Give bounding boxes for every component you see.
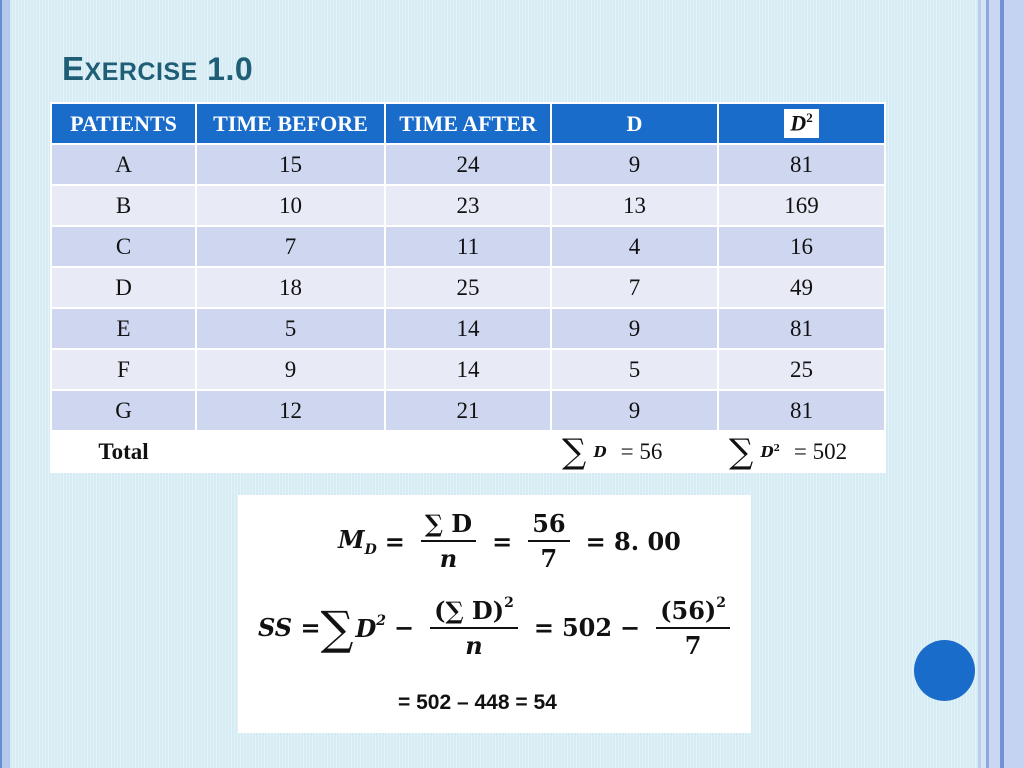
col-header-patients: PATIENTS (52, 104, 195, 143)
cell-d-squared: 16 (719, 227, 884, 266)
cell-d: 13 (552, 186, 717, 225)
total-empty-cell (197, 432, 384, 471)
sum-d-symbol: ∑ $^D$ (556, 435, 613, 469)
cell-d: 7 (552, 268, 717, 307)
table-row (52, 227, 884, 266)
table-row (52, 309, 884, 348)
cell-time-before: 7 (197, 227, 384, 266)
col-header-d: D (552, 104, 717, 143)
cell-d: 5 (552, 350, 717, 389)
sum-d-squared-cell (719, 432, 884, 471)
cell-time-before: 18 (197, 268, 384, 307)
mean-difference-formula: $M_D$ = $\frac{\sum D}{n}$ = $\frac{56}{7}$ = 8. 00 (338, 509, 681, 573)
sum-d-squared-value: = 502 (793, 438, 848, 464)
cell-time-before: 15 (197, 145, 384, 184)
table-row (52, 350, 884, 389)
table-header-row (52, 104, 884, 143)
table-row (52, 391, 884, 430)
cell-patient: D (52, 268, 195, 307)
cell-time-after: 14 (386, 350, 550, 389)
cell-time-after: 21 (386, 391, 550, 430)
left-border (0, 0, 10, 768)
sum-d-value: = 56 (620, 438, 663, 464)
sum-d-cell (552, 432, 717, 471)
formula-image (238, 495, 751, 733)
cell-d-squared: 49 (719, 268, 884, 307)
cell-time-after: 14 (386, 309, 550, 348)
decorative-circle (914, 640, 975, 701)
cell-time-before: 9 (197, 350, 384, 389)
cell-time-after: 24 (386, 145, 550, 184)
cell-d: 9 (552, 391, 717, 430)
cell-d-squared: 169 (719, 186, 884, 225)
cell-d-squared: 25 (719, 350, 884, 389)
cell-patient: B (52, 186, 195, 225)
table-row (52, 268, 884, 307)
cell-patient: A (52, 145, 195, 184)
cell-patient: G (52, 391, 195, 430)
sum-d-squared-symbol: ∑ $^{D^2}$ (723, 435, 786, 469)
cell-time-after: 11 (386, 227, 550, 266)
sum-of-squares-formula: SS = ∑ $D^2$ − $\frac{(\sum D)^2}{n}$ = 502 − $\frac{(56)^2}{7}$ (258, 595, 738, 660)
cell-d: 9 (552, 309, 717, 348)
cell-d: 9 (552, 145, 717, 184)
cell-time-after: 25 (386, 268, 550, 307)
cell-d: 4 (552, 227, 717, 266)
col-header-time-after: TIME AFTER (386, 104, 550, 143)
cell-time-after: 23 (386, 186, 550, 225)
total-label: Total (52, 432, 195, 471)
cell-d-squared: 81 (719, 391, 884, 430)
table-row (52, 145, 884, 184)
table-total-row (52, 432, 884, 471)
cell-time-before: 5 (197, 309, 384, 348)
right-border (978, 0, 1024, 768)
cell-d-squared: 81 (719, 145, 884, 184)
total-empty-cell (386, 432, 550, 471)
slide-title: EXERCISE 1.0 (62, 50, 254, 87)
cell-d-squared: 81 (719, 309, 884, 348)
cell-time-before: 12 (197, 391, 384, 430)
cell-patient: C (52, 227, 195, 266)
cell-patient: E (52, 309, 195, 348)
data-table (50, 102, 886, 473)
col-header-time-before: TIME BEFORE (197, 104, 384, 143)
cell-patient: F (52, 350, 195, 389)
sum-of-squares-result: = 502 – 448 = 54 (398, 691, 557, 714)
col-header-d-squared (719, 104, 884, 143)
table-row (52, 186, 884, 225)
d-squared-label: $D^2$ (784, 109, 818, 137)
cell-time-before: 10 (197, 186, 384, 225)
